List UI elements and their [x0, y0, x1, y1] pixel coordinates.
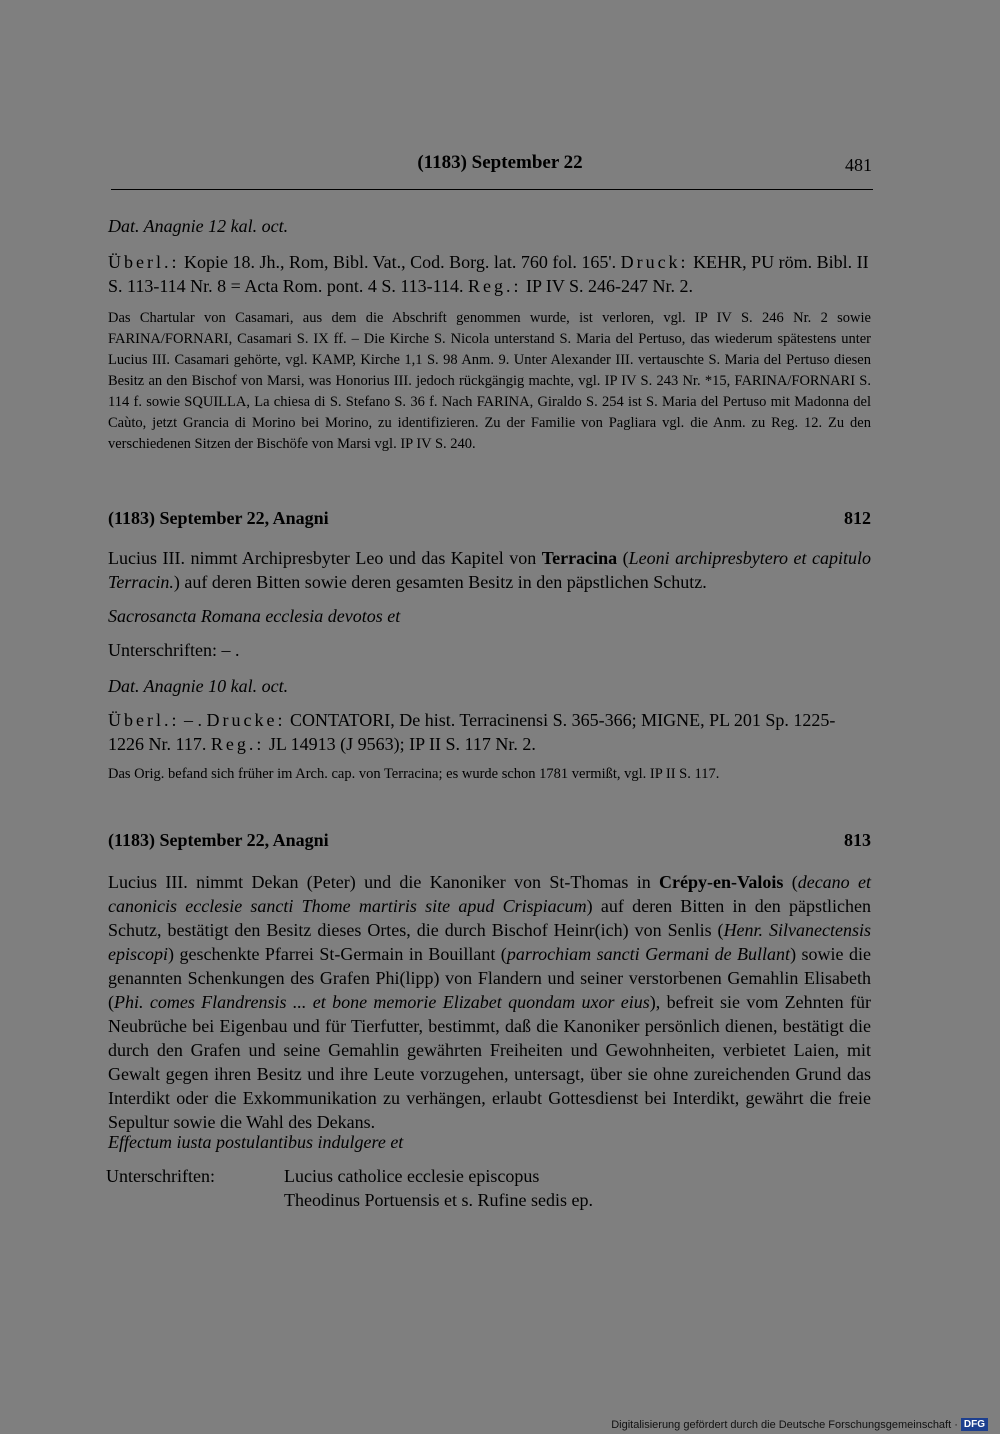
latin-quote: parrochiam sancti Germani de Bullant: [506, 944, 791, 964]
running-title: (1183) September 22: [417, 152, 583, 173]
entry-heading-text: (1183) September 22, Anagni: [108, 830, 329, 850]
funding-footer: [611, 1418, 988, 1431]
druck-text: , PU röm. Bibl. II S. 113-114 Nr. 8 = Acta Rom. pont. 4 S. 113-114.: [108, 252, 869, 296]
druck-author: CONTATORI: [289, 710, 391, 730]
uberl-label: Überl.:: [108, 252, 180, 272]
regest-text: ) geschenkte Pfarrei St-Germain in Bouillant (: [168, 944, 507, 964]
footer-text: Digitalisierung gefördert durch die Deutsche Forschungsgemeinschaft ·: [611, 1418, 958, 1431]
signature-line: Lucius catholice ecclesie episcopus: [284, 1166, 540, 1186]
prev-note: Das Chartular von Casamari, aus dem die Abschrift genommen wurde, ist verloren, vgl. IP IV S. 246 Nr. 2 sowie FARINA/FORNARI, Casamari S. IX ff. – Die Kirche S. Nicola unterstand S. Maria del Pertuso, das wiederum spätestens unter Lucius III. Casamari gehörte, vgl. KAMP, Kirche 1,1 S. 98 Anm. 9. Unter Alexander III. vertauschte S. Maria del Pertuso diesen Besitz an den Bischof von Marsi, was Honorius III. jedoch rückgängig machte, vgl. IP IV S. 243 Nr. *15, FARINA/FORNARI S. 114 f. sowie SQUILLA, La chiesa di S. Stefano S. 36 f. Nach FARINA, Giraldo S. 254 ist S. Maria del Pertuso mit Madonna del Caùto, jetzt Grancia di Morino bei Morino, zu identifizieren. Zu der Familie von Pagliara vgl. die Anm. zu Reg. 12. Zu den verschiedenen Sitzen der Bischöfe von Marsi vgl. IP IV S. 240.: [108, 310, 871, 452]
entry-812-note: Das Orig. befand sich früher im Arch. cap. von Terracina; es wurde schon 1781 vermißt, vgl. IP II S. 117.: [108, 766, 720, 782]
reg-text: JL 14913 (J 9563); IP II S. 117 Nr. 2.: [268, 734, 536, 754]
latin-quote: Henr. Silvanectensis episcopi: [108, 920, 872, 964]
reg-text: IP IV S. 246-247 Nr. 2.: [525, 276, 693, 296]
entry-heading-text: (1183) September 22, Anagni: [108, 508, 329, 528]
place-name: Crépy-en-Valois: [659, 872, 784, 892]
regest-text: ) auf deren Bitten sowie deren gesamten Besitz in den päpstlichen Schutz.: [173, 572, 707, 592]
druck-label: Druck:: [620, 252, 689, 272]
latin-quote: decano et canonicis ecclesie sancti Thome martiris site apud Crispiacum: [108, 872, 872, 916]
latin-quote: Phi. comes Flandrensis ... et bone memorie Elizabet quondam uxor eius: [114, 992, 650, 1012]
entry-813-incipit: Effectum iusta postulantibus indulgere et: [108, 1132, 404, 1152]
entry-813-regest: [108, 870, 871, 1134]
entry-812-regest: [108, 546, 871, 594]
regest-text: ), befreit sie vom Zehnten für Neubrüche bei Eigenbau und für Tierfutter, bestimmt, daß die Kanoniker persönlich dienen, bestätigt die durch den Grafen und seine Gemahlin gewährten Freiheiten und Gewohnheiten, verbietet Laien, mit Gewalt gegen ihren Besitz und ihre Leute vorzugehen, untersagt, über sie ohne zureichenden Grund das Interdikt oder die Exkommunikation zu verhängen, erlaubt Gottesdienst bei Interdikt, gewährt die freie Sepultur sowie die Wahl des Dekans.: [108, 992, 871, 1132]
prev-dating: Dat. Anagnie 12 kal. oct.: [108, 216, 289, 236]
reg-label: Reg.:: [210, 734, 265, 754]
entry-812-signatures: Unterschriften: – .: [108, 640, 240, 660]
druck-text: , De hist. Terracinensi S. 365-366;: [390, 710, 642, 730]
regest-text: (: [617, 548, 629, 568]
uberl-text: Kopie 18. Jh., Rom, Bibl. Vat., Cod. Borg. lat. 760 fol. 165'.: [183, 252, 617, 272]
druck-text: , PL 201 Sp. 1225-1226 Nr. 117.: [108, 710, 836, 754]
uberl-label: Überl.:: [108, 710, 180, 730]
entry-812-transmission: [108, 708, 871, 756]
druck-author: MIGNE: [641, 710, 701, 730]
entry-812-dating: Dat. Anagnie 10 kal. oct.: [108, 676, 289, 696]
entry-number: 812: [844, 508, 871, 528]
page-number: 481: [845, 155, 872, 175]
uberl-text: – .: [183, 710, 202, 730]
reg-label: Reg.:: [467, 276, 522, 296]
place-name: Terracina: [541, 548, 618, 568]
prev-transmission: [108, 250, 871, 298]
entry-812-incipit: Sacrosancta Romana ecclesia devotos et: [108, 606, 401, 626]
entry-number: 813: [844, 830, 871, 850]
signature-line: Theodinus Portuensis et s. Rufine sedis ep.: [284, 1190, 593, 1210]
regest-text: (: [783, 872, 798, 892]
entry-812-heading: [108, 508, 871, 529]
regest-text: Lucius III. nimmt Archipresbyter Leo und das Kapitel von: [108, 548, 542, 568]
entry-813-heading: [108, 830, 871, 851]
druck-label: Drucke:: [206, 710, 286, 730]
latin-quote: Leoni archipresbytero et capitulo Terracin.: [108, 548, 871, 592]
regest-text: Lucius III. nimmt Dekan (Peter) und die Kanoniker von St-Thomas in: [108, 872, 660, 892]
signatures-label: Unterschriften:: [106, 1166, 215, 1186]
dfg-logo: DFG: [961, 1418, 988, 1431]
druck-author: KEHR: [693, 252, 743, 272]
regest-text: ) auf deren Bitten in den päpstlichen Schutz, bestätigt den Besitz dieses Ortes, die durch Bischof Heinr(ich) von Senlis (: [108, 896, 871, 940]
regest-text: ) sowie die genannten Schenkungen des Grafen Phi(lipp) von Flandern und seiner verstorbenen Gemahlin Elisabeth (: [108, 944, 872, 1012]
header-rule: [111, 189, 873, 190]
